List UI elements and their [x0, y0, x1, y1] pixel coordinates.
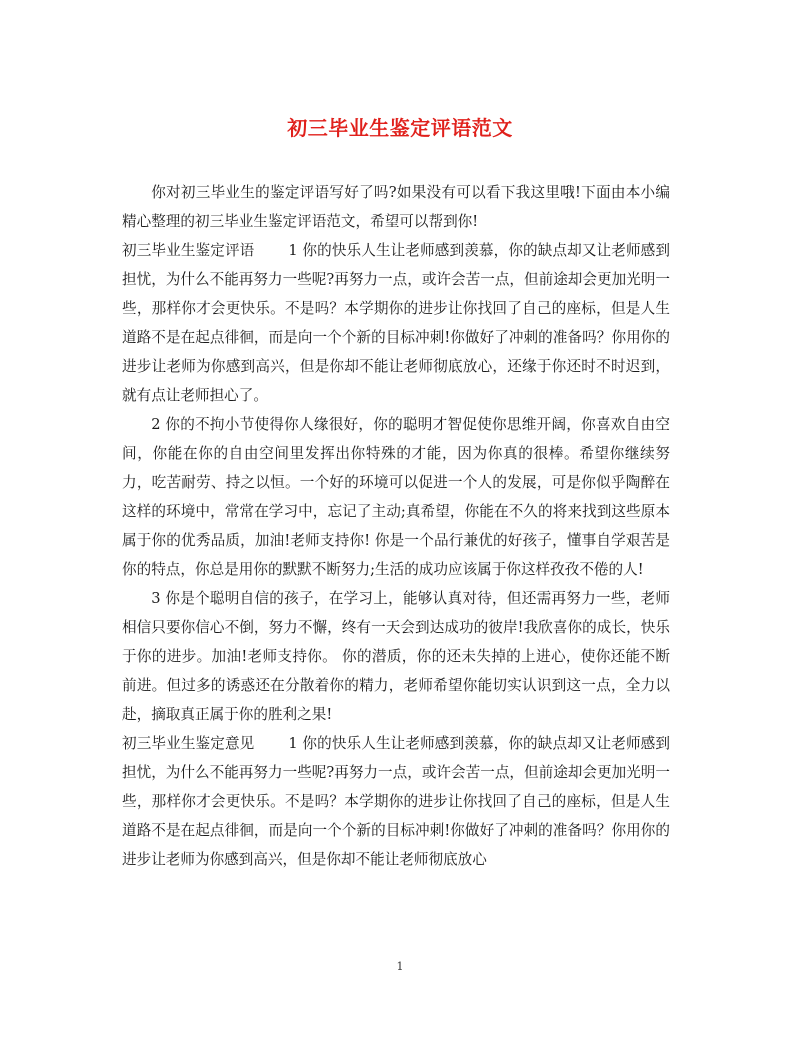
section-1-paragraph	[122, 236, 670, 410]
page-title: 初三毕业生鉴定评语范文	[287, 116, 513, 140]
section-2-text: 1 你的快乐人生让老师感到羡慕，你的缺点却又让老师感到担忧，为什么不能再努力一些呢?再努力一点，或许会苦一点，但前途却会更加光明一些，那样你才会更快乐。不是吗？本学期你的进步让你找回了自己的座标，但是人生道路不是在起点徘徊，而是向一个个新的目标冲刺!你做好了冲刺的准备吗？你用你的进步让老师为你感到高兴，但是你却不能让老师彻底放心	[122, 735, 670, 868]
paragraph-2: 2 你的不拘小节使得你人缘很好，你的聪明才智促使你思维开阔，你喜欢自由空间，你能在你的自由空间里发挥出你特殊的才能，因为你真的很棒。希望你继续努力，吃苦耐劳、持之以恒。一个好的环境可以促进一个人的发展，可是你似乎陶醉在这样的环境中，常常在学习中，忘记了主动;真希望，你能在不久的将来找到这些原本属于你的优秀品质，加油!老师支持你! 你是一个品行兼优的好孩子，懂事自学艰苦是你的特点，你总是用你的默默不断努力;生活的成功应该属于你这样孜孜不倦的人!	[122, 416, 670, 578]
section-2-label: 初三毕业生鉴定意见	[122, 735, 255, 752]
paragraph-3: 3 你是个聪明自信的孩子，在学习上，能够认真对待，但还需再努力一些，老师相信只要你信心不倒，努力不懈，终有一天会到达成功的彼岸!我欣喜你的成长，快乐于你的进步。加油!老师支持你。 你的潜质，你的还未失掉的上进心，使你还能不断前进。但过多的诱惑还在分散着你的精力，老师希望你能切实认识到这一点，全力以赴，摘取真正属于你的胜利之果!	[122, 590, 670, 723]
intro-paragraph: 你对初三毕业生的鉴定评语写好了吗?如果没有可以看下我这里哦!下面由本小编精心整理的初三毕业生鉴定评语范文，希望可以帮到你!	[122, 184, 670, 230]
section-1-label: 初三毕业生鉴定评语	[122, 242, 255, 259]
document-body	[122, 178, 670, 874]
section-1-text: 1 你的快乐人生让老师感到羡慕，你的缺点却又让老师感到担忧，为什么不能再努力一些呢?再努力一点，或许会苦一点，但前途却会更加光明一些，那样你才会更快乐。不是吗？本学期你的进步让你找回了自己的座标，但是人生道路不是在起点徘徊，而是向一个个新的目标冲刺!你做好了冲刺的准备吗？你用你的进步让老师为你感到高兴，但是你却不能让老师彻底放心，还缘于你还时不时迟到，就有点让老师担心了。	[122, 242, 670, 404]
section-2-paragraph	[122, 729, 670, 874]
page-number: 1	[396, 960, 404, 973]
